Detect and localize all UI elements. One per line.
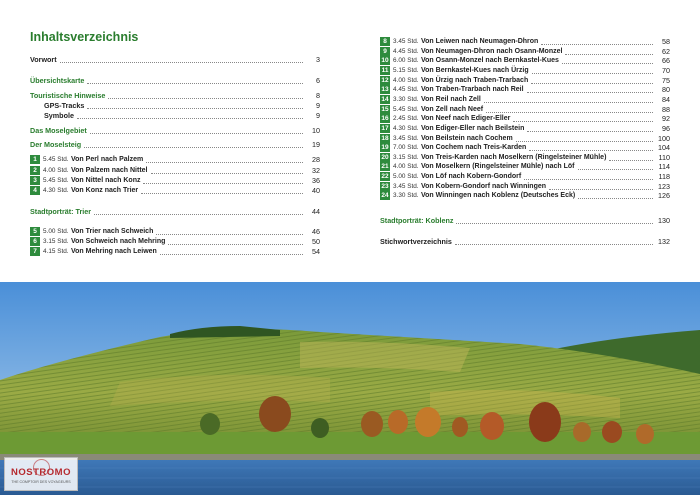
tour-entry[interactable] xyxy=(380,142,670,153)
toc-entry-foreword[interactable] xyxy=(30,54,320,65)
tour-page: 58 xyxy=(662,37,670,46)
tour-number-badge: 18 xyxy=(381,134,389,142)
tour-number-badge: 7 xyxy=(30,247,40,256)
tour-number-badge: 23 xyxy=(381,182,389,190)
tour-title: Von Leiwen nach Neumagen-Dhron xyxy=(421,38,539,45)
tour-entry[interactable] xyxy=(30,246,320,257)
tour-duration: 7.00 Std. xyxy=(393,144,419,152)
tour-page: 96 xyxy=(662,123,670,133)
tour-entry[interactable] xyxy=(380,113,670,124)
tour-duration: 3.45 Std. xyxy=(393,182,419,190)
tour-duration: 4.45 Std. xyxy=(393,86,419,94)
tour-entry[interactable] xyxy=(380,152,670,163)
tour-title: Von Schweich nach Mehring xyxy=(71,238,166,245)
tour-page: 123 xyxy=(658,181,670,191)
toc-entry-label: Das Moselgebiet xyxy=(30,126,87,135)
toc-entry-label: Vorwort xyxy=(30,55,57,64)
toc-entry-page: 9 xyxy=(316,111,320,120)
tour-page: 46 xyxy=(312,227,320,236)
tour-duration: 4.15 Std. xyxy=(43,248,69,255)
tour-title: Von Winningen nach Koblenz (Deutsches Eck) xyxy=(421,192,576,200)
logo-name: NOSTROMO xyxy=(11,467,71,478)
tour-page: 126 xyxy=(658,191,670,201)
tour-number-badge: 10 xyxy=(381,57,389,65)
tour-page: 32 xyxy=(312,166,320,175)
toc-entry-label: Stadtporträt: Trier xyxy=(30,207,92,216)
toc-entry-page: 44 xyxy=(312,207,320,216)
tour-duration: 4.30 Std. xyxy=(43,187,69,194)
tour-title: Von Zell nach Neef xyxy=(421,105,484,113)
toc-entry-label: GPS-Tracks xyxy=(44,101,85,110)
tour-title: Von Neef nach Ediger-Eller xyxy=(421,115,511,123)
toc-entry-label: Stichwortverzeichnis xyxy=(380,237,452,246)
toc-entry-page: 3 xyxy=(316,55,320,64)
tour-title: Von Cochem nach Treis-Karden xyxy=(421,144,527,152)
tour-entry[interactable] xyxy=(380,94,670,105)
tour-title: Von Bernkastel-Kues nach Ürzig xyxy=(421,66,529,74)
tour-entry[interactable] xyxy=(380,65,670,76)
tour-page: 92 xyxy=(662,114,670,124)
tour-number-badge: 16 xyxy=(381,115,389,123)
vineyard-photo xyxy=(0,282,700,495)
tour-title: Von Moselkern (Ringelsteiner Mühle) nach Löf xyxy=(421,163,575,171)
toc-entry-city-trier[interactable] xyxy=(30,206,320,217)
tour-number-badge: 12 xyxy=(381,76,389,84)
tour-duration: 3.45 Std. xyxy=(393,134,419,142)
toc-entry-label: Symbole xyxy=(44,111,74,120)
tour-page: 118 xyxy=(658,172,670,182)
tour-entry[interactable] xyxy=(30,154,320,165)
tour-page: 75 xyxy=(662,75,670,85)
tour-title: Von Beilstein nach Cochem xyxy=(421,134,513,142)
tour-page: 54 xyxy=(312,247,320,256)
tour-entry[interactable] xyxy=(380,36,670,47)
tour-duration: 5.00 Std. xyxy=(43,228,69,235)
toc-entry-page: 19 xyxy=(312,140,320,149)
tour-title: Von Kobern-Gondorf nach Winningen xyxy=(421,182,547,190)
tour-number-badge: 5 xyxy=(30,227,40,236)
tour-number-badge: 20 xyxy=(381,153,389,161)
toc-entry-symbols[interactable] xyxy=(30,110,320,121)
tour-entry[interactable] xyxy=(380,161,670,172)
tour-number-badge: 19 xyxy=(381,144,389,152)
tour-number-badge: 15 xyxy=(381,105,389,113)
toc-entry-mosel-region[interactable] xyxy=(30,125,320,136)
tour-number-badge: 21 xyxy=(381,163,389,171)
tour-number-badge: 24 xyxy=(381,192,389,200)
tour-title: Von Neumagen-Dhron nach Osann-Monzel xyxy=(421,47,563,55)
toc-entry-label: Der Moselsteig xyxy=(30,140,82,149)
tour-duration: 4.00 Std. xyxy=(43,167,69,174)
tour-entry[interactable] xyxy=(380,123,670,134)
tour-number-badge: 4 xyxy=(30,186,40,195)
tour-title: Von Palzem nach Nittel xyxy=(71,167,148,174)
toc-entry-page: 9 xyxy=(316,101,320,110)
tour-duration: 4.30 Std. xyxy=(393,124,419,132)
tour-duration: 5.45 Std. xyxy=(393,105,419,113)
tour-duration: 3.30 Std. xyxy=(393,192,419,200)
toc-entry-page: 6 xyxy=(316,76,320,85)
tour-duration: 2.45 Std. xyxy=(393,115,419,123)
tour-page: 50 xyxy=(312,237,320,246)
toc-entry-moselsteig[interactable] xyxy=(30,139,320,150)
tour-number-badge: 14 xyxy=(381,95,389,103)
tour-entry[interactable] xyxy=(30,185,320,196)
tour-duration: 6.00 Std. xyxy=(393,57,419,65)
tour-duration: 3.45 Std. xyxy=(393,38,419,45)
tour-number-badge: 13 xyxy=(381,86,389,94)
toc-entry-page: 8 xyxy=(316,91,320,100)
tour-entry[interactable] xyxy=(380,104,670,115)
tour-page: 70 xyxy=(662,65,670,75)
tour-duration: 5.45 Std. xyxy=(43,177,69,184)
tour-number-badge: 1 xyxy=(30,155,40,164)
tour-page: 80 xyxy=(662,85,670,95)
tour-number-badge: 11 xyxy=(381,66,389,74)
tour-page: 28 xyxy=(312,155,320,164)
toc-entry-page: 10 xyxy=(312,126,320,135)
tour-title: Von Ediger-Eller nach Beilstein xyxy=(421,124,525,132)
tour-title: Von Nittel nach Konz xyxy=(71,177,141,184)
tour-page: 104 xyxy=(658,143,670,153)
tour-title: Von Konz nach Trier xyxy=(71,187,139,194)
tour-duration: 3.30 Std. xyxy=(393,95,419,103)
tour-entry[interactable] xyxy=(380,181,670,192)
toc-entry-label: Touristische Hinweise xyxy=(30,91,106,100)
tour-entry[interactable] xyxy=(380,75,670,86)
tour-number-badge: 3 xyxy=(30,176,40,185)
tour-page: 62 xyxy=(662,46,670,56)
toc-entry-page: 132 xyxy=(658,237,670,246)
tour-duration: 5.00 Std. xyxy=(393,173,419,181)
tour-number-badge: 6 xyxy=(30,237,40,246)
tour-page: 100 xyxy=(658,133,670,143)
tour-number-badge: 2 xyxy=(30,166,40,175)
tour-duration: 4.45 Std. xyxy=(393,47,419,55)
tour-entry[interactable] xyxy=(380,133,670,144)
tour-title: Von Perl nach Palzem xyxy=(71,156,144,163)
toc-entry-page: 130 xyxy=(658,216,670,225)
tour-title: Von Traben-Trarbach nach Reil xyxy=(421,86,524,94)
tour-entry[interactable] xyxy=(380,190,670,201)
tour-duration: 3.15 Std. xyxy=(393,153,419,161)
tour-page: 88 xyxy=(662,104,670,114)
tour-duration: 5.15 Std. xyxy=(393,66,419,74)
tour-title: Von Löf nach Kobern-Gondorf xyxy=(421,173,522,181)
tour-title: Von Trier nach Schweich xyxy=(71,228,154,235)
toc-entry-keyword-index[interactable] xyxy=(380,236,670,247)
tour-duration: 3.15 Std. xyxy=(43,238,69,245)
tour-title: Von Ürzig nach Traben-Trarbach xyxy=(421,76,529,84)
tour-page: 36 xyxy=(312,176,320,185)
tour-duration: 4.00 Std. xyxy=(393,76,419,84)
tour-entry[interactable] xyxy=(380,46,670,57)
tour-page: 114 xyxy=(658,162,670,172)
tour-duration: 4.00 Std. xyxy=(393,163,419,171)
page-title: Inhaltsverzeichnis xyxy=(30,30,139,44)
tour-page: 40 xyxy=(312,186,320,195)
tour-duration: 5.45 Std. xyxy=(43,156,69,163)
tour-title: Von Treis-Karden nach Moselkern (Ringelsteiner Mühle) xyxy=(421,153,607,161)
tour-number-badge: 8 xyxy=(380,37,390,46)
tour-title: Von Osann-Monzel nach Bernkastel-Kues xyxy=(421,57,559,65)
tour-page: 66 xyxy=(662,56,670,66)
tour-entry[interactable] xyxy=(380,55,670,66)
toc-entry-overview-map[interactable] xyxy=(30,75,320,86)
toc-entry-label: Stadtporträt: Koblenz xyxy=(380,216,454,225)
toc-entry-city-koblenz[interactable] xyxy=(380,215,670,226)
tour-entry[interactable] xyxy=(380,84,670,95)
tour-page: 110 xyxy=(658,152,670,162)
logo-subtitle: THE COMPTOIR DES VOYAGEURS xyxy=(11,480,71,484)
toc-entry-label: Übersichtskarte xyxy=(30,76,85,85)
nostromo-logo xyxy=(4,457,78,491)
tour-title: Von Reil nach Zell xyxy=(421,95,481,103)
tour-entry[interactable] xyxy=(380,171,670,182)
tour-title: Von Mehring nach Leiwen xyxy=(71,248,157,255)
tour-number-badge: 22 xyxy=(381,173,389,181)
tour-number-badge: 9 xyxy=(380,47,390,56)
tour-page: 84 xyxy=(662,94,670,104)
tour-number-badge: 17 xyxy=(381,124,389,132)
